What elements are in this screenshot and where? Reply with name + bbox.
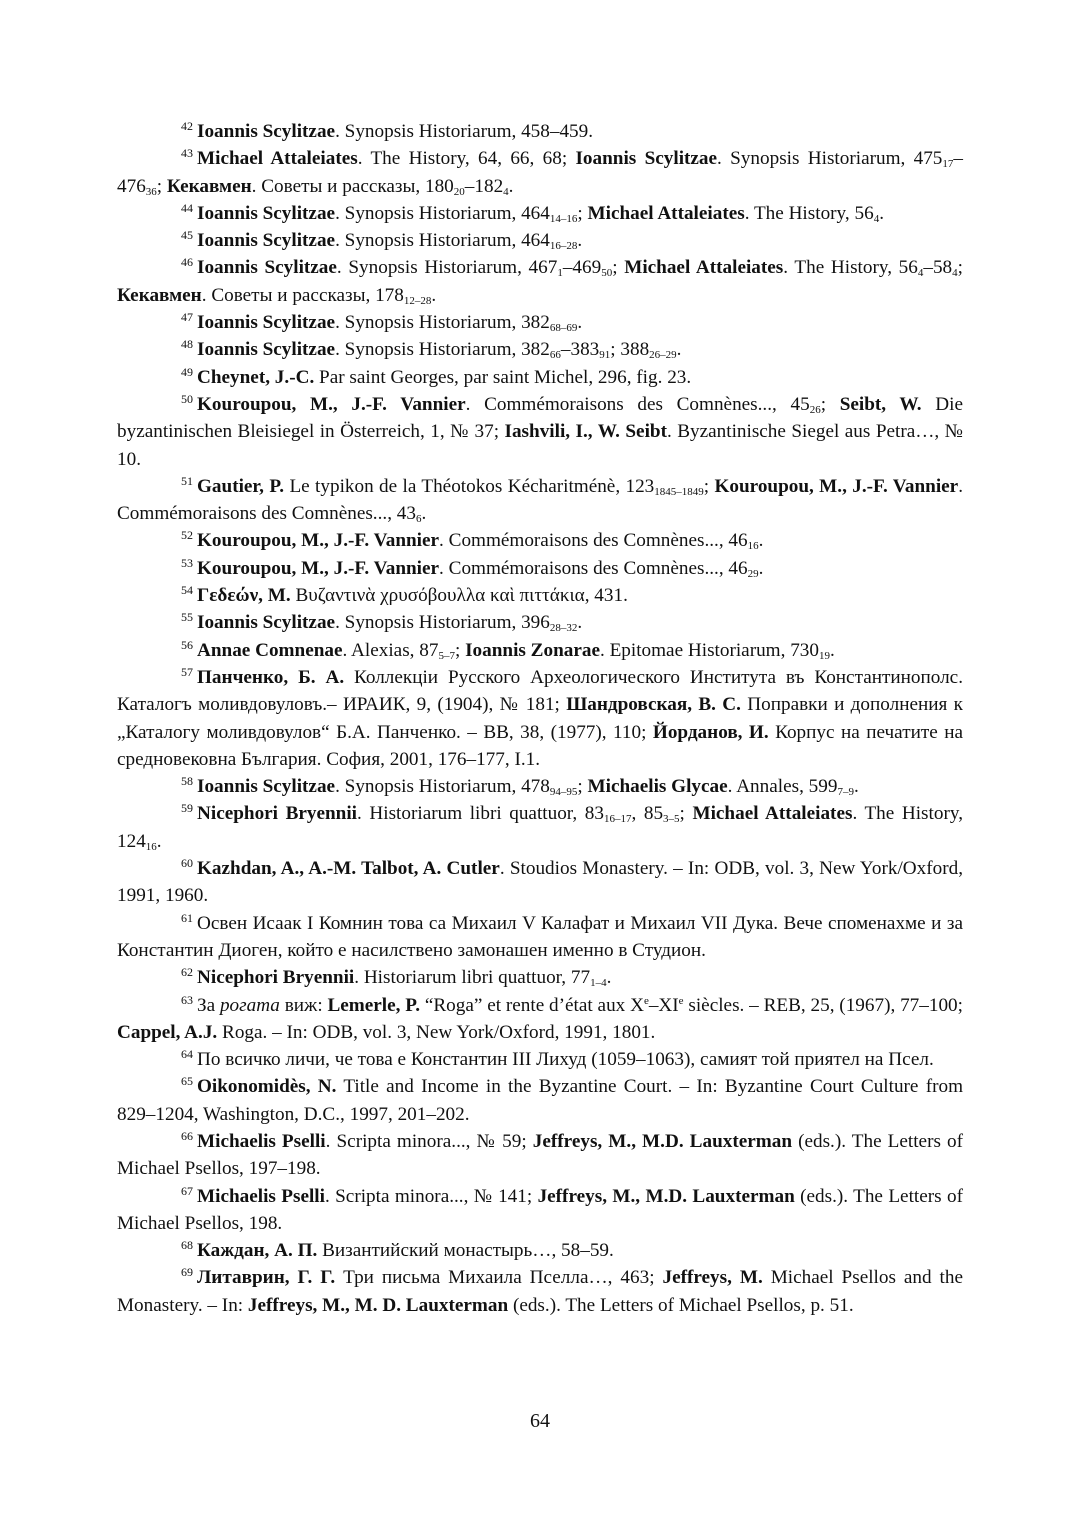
footnote [117,609,963,636]
footnote-author: Annae Comnenae [197,639,343,661]
footnote-author: Кекавмен [166,175,252,197]
footnote [117,992,963,1047]
footnote [117,1264,963,1319]
footnote-text: Roga. – In: ODB, vol. 3, New York/Oxford, 1991, 1801. [217,1021,656,1043]
footnote-line-ref: 36 [145,185,157,198]
footnote-author: Ioannis Scylitzae [197,312,336,334]
footnote-number: 65 [181,1074,193,1089]
footnote-text: . [577,612,583,634]
footnote-text: . Stoudios Monastery. – In: ODB, vol. 3, New York/Oxford, 1991, 1960. [117,858,963,907]
footnote-number: 52 [181,528,193,543]
footnote-text: Коллекціи Русского Археологического Института въ Константинополс. Каталогъ моливдовуловъ.– ИРАИК, 9, (1904), № 181; [117,666,963,716]
footnote [117,1128,963,1183]
footnote-text: . [508,175,514,197]
footnote-author: Lemerle, P. [327,994,421,1016]
footnote-line-ref: 28–32 [549,622,578,635]
footnote-line-ref: 5–7 [438,649,455,662]
footnote [117,1183,963,1238]
footnote [117,118,963,145]
footnote-text: . Synopsis Historiarum, 464 [335,202,550,224]
footnote [117,1046,963,1073]
footnote-text: –383 [560,339,600,361]
footnote-text: (eds.). The Letters of Michael Psellos, p. 51. [508,1294,854,1316]
footnote-author: Kazhdan, A., A.-M. Talbot, A. Cutler [197,858,500,880]
footnote-text: . Historiarum libri quattuor, 77 [354,967,591,989]
footnote-text: . Synopsis Historiarum, 458–459. [335,121,594,142]
footnote-number: 67 [181,1183,193,1198]
footnote-number: 69 [181,1265,193,1280]
page-number: 64 [530,1410,550,1432]
footnote-number: 58 [181,774,193,789]
footnote-line-ref: 68–69 [549,322,578,335]
footnote-line-ref: 16 [747,540,759,553]
footnote-author: Jeffreys, M., M.D. Lauxterman [532,1130,793,1152]
footnote-text: . Scripta minora..., № 141; [324,1185,538,1207]
footnote-author: Kouroupou, M., J.-F. Vannier [197,393,466,415]
footnote [117,473,963,528]
footnote-text: Michael Psellos and the Monastery. – In: [117,1267,963,1316]
footnote-author: Йорданов, И. [652,721,769,743]
footnote-number: 56 [181,637,193,652]
footnote-author: Michael Attaleiates [692,803,853,825]
footnote-number: 43 [181,146,193,161]
footnote-line-ref: 17 [942,158,954,171]
footnote-text: . The History, 56 [783,257,918,279]
footnote [117,145,963,200]
footnote [117,227,963,254]
footnote-number: 44 [181,200,193,215]
footnote-text: . [758,557,764,579]
footnote-text: . Byzantinische Siegel aus Petra…, № 10. [117,421,963,470]
footnote-text: –476 [117,148,963,197]
footnote [117,910,963,965]
footnote-author: Nicephori Bryennii [197,803,358,825]
footnote-text: . Советы и рассказы, 180 [251,175,454,197]
footnote-text: . Alexias, 87 [342,639,439,661]
footnote-superscript: e [678,994,684,1007]
footnote-text: . Synopsis Historiarum, 475 [717,148,943,170]
footnote [117,637,963,664]
footnote-text: . [421,503,427,525]
footnote-author: Gautier, P. [197,475,285,497]
footnote-line-ref: 1 [557,267,563,280]
footnote-line-ref: 12–28 [403,294,432,307]
footnote-line-ref: 50 [601,267,613,280]
footnote-line-ref: 26 [809,403,821,416]
footnote-text: Βυζαντινὰ χρυσόβουλλα καὶ πιττάκια, 431. [290,585,628,607]
footnote-text: Title and Income in the Byzantine Court. – In: Byzantine Court Culture from 829–1204, Washington, D.C., 1997, 201–202. [117,1076,963,1125]
footnote-text: . [606,967,612,989]
footnote-text: Die byzantinischen Bleisiegel in Österreich, 1, № 37; [117,393,963,443]
footnote-text: ; [612,257,625,279]
footnote-line-ref: 16 [145,840,157,853]
footnote-author: Γεδεών, Μ. [197,585,291,607]
footnote [117,964,963,991]
footnote-line-ref: 4 [917,267,924,280]
footnote-text: За [197,994,220,1016]
footnote [117,773,963,800]
footnote-text: . Synopsis Historiarum, 382 [335,312,550,334]
footnote-line-ref: 14–16 [549,212,578,225]
footnote [117,1237,963,1264]
footnotes-block [117,118,963,1319]
footnote-text: ; [957,257,963,279]
footnote-author: Ioannis Zonarae [465,639,600,661]
footnote-text: ; [820,393,840,415]
footnote [117,664,963,773]
footnote-text: ; [703,475,715,497]
footnote-author: Cheynet, J.-C. [197,366,315,388]
footnote-text: siècles. – REB, 25, (1967), 77–100; [683,994,963,1016]
footnote-text: . [830,639,835,661]
footnote-author: Jeffreys, M. [662,1267,763,1289]
footnote-line-ref: 6 [415,513,422,526]
footnote-text: Византийский монастырь…, 58–59. [317,1240,614,1262]
footnote-number: 68 [181,1238,193,1253]
footnote-line-ref: 66 [549,349,561,362]
footnote-text: (eds.). The Letters of Michael Psellos, 198. [117,1185,963,1234]
footnote-text: . Synopsis Historiarum, 464 [335,230,550,252]
footnote-text: Поправки и дополнения к „Каталогу моливдовулов“ Б.А. Панченко. – ВВ, 38, (1977), 110; [117,694,963,743]
footnote-author: Ioannis Scylitzae [575,148,718,170]
footnote-text: . Epitomae Historiarum, 730 [599,639,819,661]
footnote [117,527,963,554]
footnote-author: Ioannis Scylitzae [197,257,337,279]
footnote-author: Michael Attaleiates [587,202,745,224]
footnote-author: Seibt, W. [839,393,922,415]
footnote-number: 62 [181,965,193,980]
footnote-author: Michael Attaleiates [197,148,358,170]
footnote [117,254,963,309]
footnote-line-ref: 91 [599,349,611,362]
footnote-number: 57 [181,664,193,679]
footnote-number: 51 [181,473,193,488]
footnote-number: 59 [181,801,193,816]
footnote-number: 53 [181,555,193,570]
footnote-author: Кекавмен [117,284,202,306]
footnote-number: 66 [181,1128,193,1143]
footnote [117,800,963,855]
footnote-line-ref: 26–29 [649,349,677,362]
footnote-line-ref: 16–17 [603,813,632,826]
footnote-line-ref: 20 [453,185,465,198]
footnote-number: 55 [181,610,193,625]
footnote [117,855,963,910]
footnote-author: Jeffreys, M., M.D. Lauxterman [537,1185,795,1207]
footnote-line-ref: 7–9 [837,786,854,799]
footnote-text: . [577,312,583,334]
footnote-author: Kouroupou, M., J.-F. Vannier [714,475,959,497]
footnote-number: 50 [181,391,193,406]
footnote [117,1073,963,1128]
footnote [117,200,963,227]
footnote-text: . Synopsis Historiarum, 478 [335,776,550,798]
footnote-text: виж: [279,994,328,1016]
footnote-text: . [758,530,764,552]
footnote-text: . Historiarum libri quattuor, 83 [357,803,604,825]
footnote-number: 61 [181,910,193,925]
footnote-author: Iashvili, I., W. Seibt [504,421,667,443]
footnote-author: Jeffreys, M., M. D. Lauxterman [247,1294,509,1316]
footnote-text: . Scripta minora..., № 59; [325,1130,533,1152]
footnote-line-ref: 94–95 [549,786,578,799]
footnote-number: 60 [181,856,193,871]
footnote [117,364,963,391]
footnote-text: . Советы и рассказы, 178 [201,284,404,306]
footnote [117,582,963,609]
footnote-line-ref: 16–28 [549,240,578,253]
footnote-superscript: e [643,994,649,1007]
footnote-line-ref: 4 [873,212,880,225]
footnote-number: 42 [181,119,193,133]
footnote-line-ref: 3–5 [663,813,680,826]
footnote-author: Ioannis Scylitzae [197,776,336,798]
footnote-number: 47 [181,310,193,325]
footnote-author: Nicephori Bryennii [197,967,355,989]
footnote-number: 48 [181,337,193,352]
footnote-author: Литаврин, Г. Г. [197,1267,336,1289]
footnote-text: . [853,776,859,798]
footnote-text: Три письма Михаила Пселла…, 463; [335,1267,663,1289]
footnote-text: –469 [562,257,602,279]
footnote [117,336,963,363]
footnote-text: Le typikon de la Théotokos Kécharitménè, 123 [284,475,655,497]
footnote [117,309,963,336]
footnote-line-ref: 19 [819,649,830,662]
footnote-line-ref: 1–4 [590,977,607,990]
footnote-line-ref: 1845–1849 [654,485,704,498]
footnote-text: . Synopsis Historiarum, 467 [336,257,558,279]
footnote-text: . [676,339,682,361]
footnote-author: Michaelis Pselli [197,1185,325,1207]
footnote-text: . Annales, 599 [727,776,838,798]
footnote-text: –58 [923,257,953,279]
footnote-author: Michaelis Glycae [587,776,728,798]
footnote-text: , 85 [631,803,664,825]
footnote-text: . Commémoraisons des Comnènes..., 46 [439,557,748,579]
footnote-text: Освен Исаак I Комнин това са Михаил V Калафат и Михаил VII Дука. Вече споменахме и за Константин Диоген, който е насилствено замонашен именно в Студион. [117,912,963,961]
footnote-author: Ioannis Scylitzae [197,339,336,361]
footnote [117,391,963,473]
footnote-text: ; [454,639,466,661]
footnote-author: Шандровская, В. С. [566,694,741,716]
footnote-text: . The History, 56 [744,202,874,224]
footnote-text: Par saint Georges, par saint Michel, 296, fig. 23. [314,366,692,388]
footnote-text: . [431,284,437,306]
footnote-author: Michaelis Pselli [197,1130,326,1152]
footnote-text: По всичко личи, че това е Константин III Лихуд (1059–1063), самият той приятел на Псел. [197,1049,934,1071]
footnote-text: . [577,230,583,252]
footnote-line-ref: 4 [952,267,958,280]
footnote-number: 63 [181,992,193,1007]
footnote-number: 64 [181,1047,193,1062]
footnote-text: . [879,202,884,224]
footnote-author: Kouroupou, M., J.-F. Vannier [197,530,440,552]
footnote-text: –182 [464,175,504,197]
footnote-author: Каждан, А. П. [197,1240,318,1262]
footnote-number: 49 [181,364,193,379]
footnote-text: . The History, 124 [117,803,963,852]
footnote-author: Ioannis Scylitzae [197,121,336,142]
footnote-author: Ioannis Scylitzae [197,202,336,224]
footnote-text: . Commémoraisons des Comnènes..., 43 [117,475,963,525]
footnote [117,555,963,582]
footnote-text: . Synopsis Historiarum, 396 [335,612,550,634]
footnote-author: Michael Attaleiates [624,257,784,279]
footnote-text: ; 388 [610,339,650,361]
footnote-author: Ioannis Scylitzae [197,612,336,634]
footnote-text: . Synopsis Historiarum, 382 [335,339,550,361]
footnote-text: “Roga” et rente d’état aux X [420,994,644,1016]
footnote-text: –XI [648,994,679,1016]
footnote-text: (eds.). The Letters of Michael Psellos, 197–198. [117,1130,963,1180]
footnote-text: . Commémoraisons des Comnènes..., 45 [465,393,810,415]
footnote-text: Корпус на печатите на средновековна България. София, 2001, 176–177, I.1. [117,721,963,770]
footnote-emphasis: рогата [219,994,280,1016]
footnote-text: ; [577,776,588,798]
footnote-text: ; [156,175,167,197]
footnote-text: ; [679,803,693,825]
footnote-text: ; [577,202,588,224]
footnote-author: Oikonomidès, N. [197,1076,337,1098]
footnote-text: . [156,830,162,852]
footnote-line-ref: 4 [503,185,509,198]
footnote-author: Kouroupou, M., J.-F. Vannier [197,557,440,579]
footnote-line-ref: 29 [747,567,759,580]
footnote-number: 46 [181,255,193,270]
footnote-number: 45 [181,228,193,243]
footnote-number: 54 [181,583,193,598]
footnote-text: . The History, 64, 66, 68; [357,148,576,170]
footnote-author: Cappel, A.J. [117,1021,218,1043]
footnote-author: Ioannis Scylitzae [197,230,336,252]
footnote-text: . Commémoraisons des Comnènes..., 46 [439,530,748,552]
footnote-author: Панченко, Б. А. [197,666,345,688]
